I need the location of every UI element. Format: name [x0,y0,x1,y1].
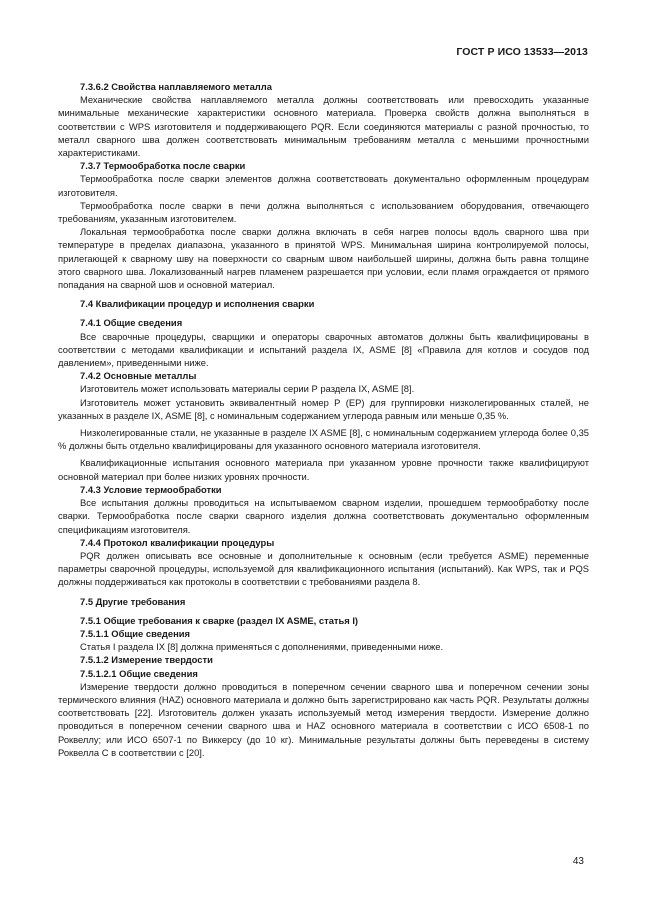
paragraph: Низколегированные стали, не указанные в разделе IX ASME [8], с номинальным содержанием углерода более 0,35 % должны быть отдельно квалифицированы для указанного основного материала изготовителя. [58,427,589,452]
paragraph: Термообработка после сварки элементов должна соответствовать документально оформленным процедурам изготовителя. [58,173,589,198]
section-heading: 7.5.1.2.1 Общие сведения [80,667,198,679]
section-heading: 7.5.1.2 Измерение твердости [80,654,213,666]
paragraph: Изготовитель может установить эквивалентный номер Р (ЕР) для группировки низколегированных сталей, не указанных в разделе IX, ASME [8], с номинальным содержанием углерода равным или меньше 0,35 %. [58,396,589,421]
paragraph: Статья I раздела IX [8] должна применяться с дополнениями, приведенными ниже. [80,641,444,653]
paragraph: Измерение твердости должно проводиться в поперечном сечении сварного шва и поперечном сечении зоны термического влияния (HAZ) основного материала и должно быть зарегистрировано как часть PQR. Результаты должны соответствовать [22]. Изготовитель должен указать используемый метод измерения твердости. Измерение должно проводиться в поперечном сечении сварного шва и HAZ основного материала в соответствии с ИСО 6508-1 по Роквеллу; или ИСО 6507-1 по Виккерсу (до 10 кг). Минимальные результаты должны быть переведены в систему Роквелла С в соответствии с [20]. [58,680,589,758]
section-heading: 7.5.1 Общие требования к сварке (раздел IX ASME, статья I) [80,614,359,626]
paragraph: Термообработка после сварки в печи должна выполняться с использованием оборудования, отвечающего требованиям, указанным изготовителем. [58,199,589,225]
section-heading: 7.4 Квалификации процедур и исполнения сварки [80,298,315,310]
paragraph: Изготовитель может использовать материалы серии Р раздела IX, ASME [8]. [80,383,415,395]
section-heading: 7.4.1 Общие сведения [80,317,183,329]
standard-code-header: ГОСТ Р ИСО 13533—2013 [456,46,588,58]
paragraph: Локальная термообработка после сварки должна включать в себя нагрев полосы вдоль сварного шва при температуре в пределах диапазона, указанного в принятой WPS. Минимальная ширина контролируемой полосы, прилегающей к сварному шву на поверхности со сварным швом наибольшей ширины, должна быть равна толщине этого сварного шва. Локализованный нагрев пламенем разрешается при условии, если пламя ограждается от прямого попадания на сварной шов и основной материал. [58,226,589,291]
paragraph: Все сварочные процедуры, сварщики и операторы сварочных автоматов должны быть квалифицированы в соответствии с методами квалификации и испытаний раздела IX, ASME [8] «Правила для котлов и сосудов под давлением», приведенными ниже. [58,330,589,369]
section-heading: 7.4.2 Основные металлы [80,370,197,382]
section-heading: 7.4.4 Протокол квалификации процедуры [80,536,275,548]
section-heading: 7.5.1.1 Общие сведения [80,627,190,639]
section-heading: 7.3.6.2 Свойства наплавляемого металла [80,81,272,92]
document-body [58,80,589,759]
paragraph: Квалификационные испытания основного материала при указанном уровне прочности также квалифицируют основной материал при более низких уровнях прочности. [58,457,589,482]
section-heading: 7.3.7 Термообработка после сварки [80,160,246,172]
paragraph: Механические свойства наплавляемого металла должны соответствовать или превосходить указанные минимальные механические характеристики основного материала. Проверка свойств должна выполняться в соответствии с WPS изготовителя и поддерживающего PQR. Если соединяются материалы с разной прочностью, то металл сварного шва должен соответствовать минимальным требованиям металла с меньшими прочностными характеристиками. [58,94,589,159]
paragraph: PQR должен описывать все основные и дополнительные к основным (если требуется ASME) переменные параметры сварочной процедуры, используемой для квалификационного испытания (испытаний). Как WPS, так и PQS должны поддерживаться как протоколы в соответствии с требованиями раздела 8. [58,549,589,588]
section-heading: 7.5 Другие требования [80,595,186,607]
page-number: 43 [572,856,584,867]
section-heading: 7.4.3 Условие термообработки [80,483,222,495]
paragraph: Все испытания должны проводиться на испытываемом сварном изделии, прошедшем термообработку после сварки. Термообработка после сварки сварного изделия должна соответствовать документально оформленным спецификациям изготовителя. [58,497,589,535]
